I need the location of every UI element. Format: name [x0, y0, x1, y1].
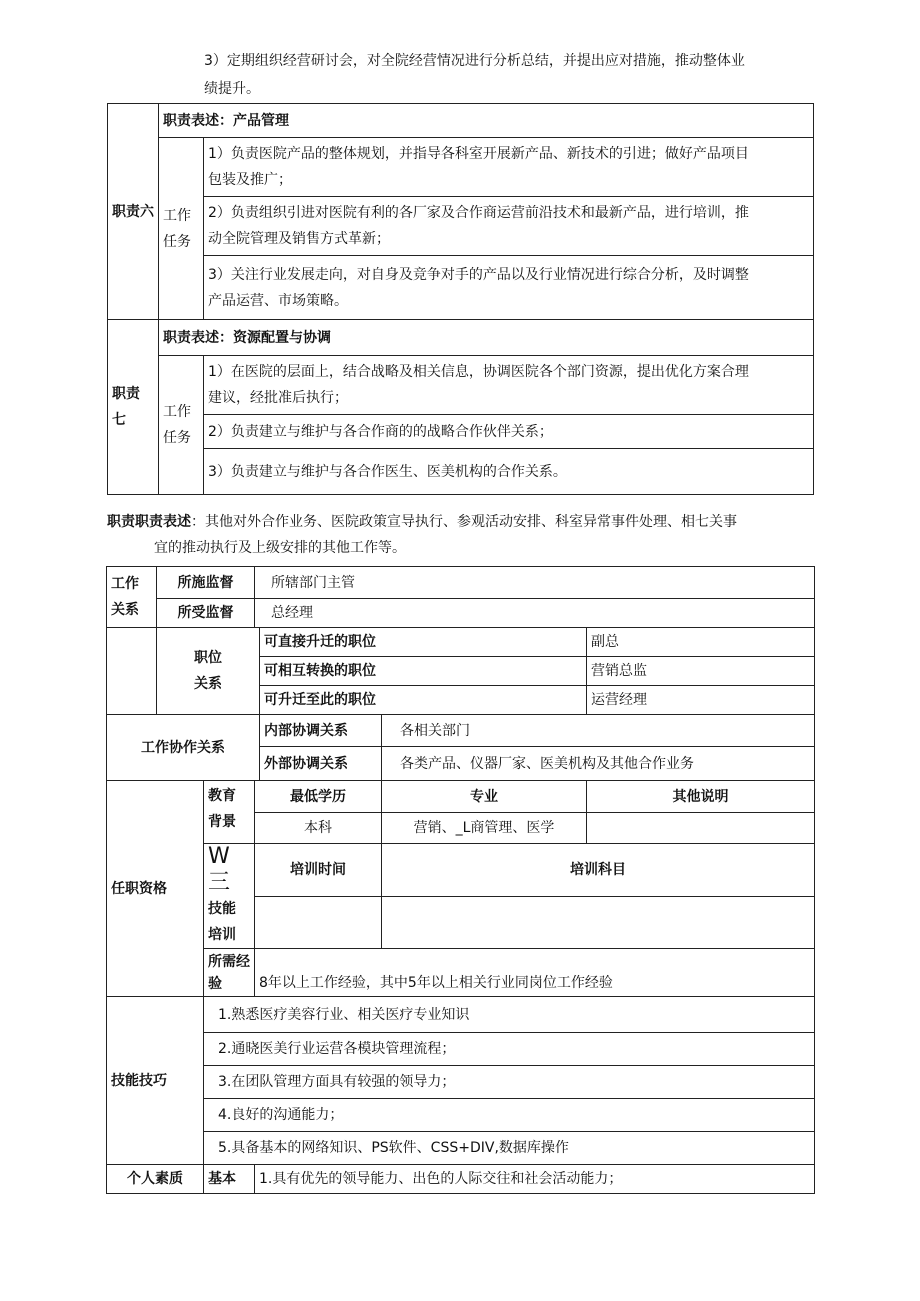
duty6-task: 1）负责医院产品的整体规划，并指导各科室开展新产品、新技术的引进；做好产品项目 包装及推广；	[204, 138, 814, 197]
skill-item: 1.熟悉医疗美容行业、相关医疗专业知识	[204, 997, 815, 1033]
duty7-task-label: 工作 任务	[159, 356, 204, 495]
other-header: 其他说明	[587, 781, 815, 813]
skill-item: 4.良好的沟通能力；	[204, 1099, 815, 1132]
duty6-statement: 职责表述：产品管理	[159, 104, 814, 138]
experience-label: 所需经 验	[204, 949, 255, 997]
duty7-task: 2）负责建立与维护与各合作商的的战略合作伙伴关系；	[204, 415, 814, 449]
internal-value: 各相关部门	[382, 715, 815, 747]
duty6-task-label: 工作 任务	[159, 138, 204, 320]
promote-to-value: 运营经理	[587, 686, 815, 715]
coop-label: 工作协作关系	[107, 715, 260, 781]
duty7-table	[107, 319, 814, 495]
transfer-label: 可相互转换的职位	[260, 657, 587, 686]
duty6-table	[107, 103, 814, 320]
skill-item: 5.具备基本的网络知识、PS软件、CSS+DIV,数据库操作	[204, 1132, 815, 1165]
position-relations-label: 职位 关系	[157, 628, 260, 715]
education-label: 教育 背景	[204, 781, 255, 844]
duty7-label: 职责 七	[108, 320, 159, 495]
skill-item: 2.通晓医美行业运营各模块管理流程；	[204, 1033, 815, 1066]
transfer-value: 营销总监	[587, 657, 815, 686]
duty7-task: 3）负责建立与维护与各合作医生、医美机构的合作关系。	[204, 449, 814, 495]
intro-line-1: 3）定期组织经营研讨会，对全院经营情况进行分析总结，并提出应对措施，推动整体业	[204, 53, 745, 69]
train-time-value	[255, 896, 382, 949]
supervised-label: 所受监督	[157, 599, 255, 628]
qualification-label: 任职资格	[107, 781, 204, 997]
major-header: 专业	[382, 781, 587, 813]
train-subject-header: 培训科目	[382, 844, 815, 897]
personal-item: 1.具有优先的领导能力、出色的人际交往和社会活动能力；	[255, 1165, 815, 1194]
min-edu-header: 最低学历	[255, 781, 382, 813]
duty7-task: 1）在医院的层面上，结合战略及相关信息，协调医院各个部门资源，提出优化方案合理 建议，经批准后执行；	[204, 356, 814, 415]
personal-label: 个人素质	[107, 1165, 204, 1194]
job-spec-table	[106, 566, 815, 1194]
intro-line-2: 绩提升。	[204, 81, 260, 97]
skills-label: 技能技巧	[107, 997, 204, 1165]
promote-from-label: 可直接升迁的职位	[260, 628, 587, 657]
personal-sub-label: 基本	[204, 1165, 255, 1194]
skill-item: 3.在团队管理方面具有较强的领导力；	[204, 1066, 815, 1099]
duty6-task: 3）关注行业发展走向，对自身及竞争对手的产品以及行业情况进行综合分析，及时调整 产品运营、市场策略。	[204, 256, 814, 320]
work-relations-label: 工作 关系	[107, 567, 157, 628]
other-duties-label: 职责职责表述	[107, 514, 191, 530]
external-label: 外部协调关系	[260, 747, 382, 781]
train-time-header: 培训时间	[255, 844, 382, 897]
major-value: 营销、_L商管理、医学	[382, 813, 587, 844]
promote-to-label: 可升迁至此的职位	[260, 686, 587, 715]
min-edu-value: 本科	[255, 813, 382, 844]
internal-label: 内部协调关系	[260, 715, 382, 747]
supervise-value: 所辖部门主管	[255, 567, 815, 599]
other-value	[587, 813, 815, 844]
supervised-value: 总经理	[255, 599, 815, 628]
experience-value: 8年以上工作经验，其中5年以上相关行业同岗位工作经验	[255, 949, 815, 997]
duty6-label: 职责六	[108, 104, 159, 320]
promote-from-value: 副总	[587, 628, 815, 657]
external-value: 各类产品、仪器厂家、医美机构及其他合作业务	[382, 747, 815, 781]
training-label: W三 技能 培训	[204, 844, 255, 949]
supervise-label: 所施监督	[157, 567, 255, 599]
train-subject-value	[382, 896, 815, 949]
other-duties-line-2: 宜的推动执行及上级安排的其他工作等。	[154, 540, 406, 556]
other-duties-line-1: 职责职责表述：其他对外合作业务、医院政策宣导执行、参观活动安排、科室异常事件处理、相七关事	[107, 514, 737, 530]
duty7-statement: 职责表述：资源配置与协调	[159, 320, 814, 356]
duty6-task: 2）负责组织引进对医院有利的各厂家及合作商运营前沿技术和最新产品，进行培训，推 动全院管理及销售方式革新；	[204, 197, 814, 256]
blank-cell	[107, 628, 157, 715]
